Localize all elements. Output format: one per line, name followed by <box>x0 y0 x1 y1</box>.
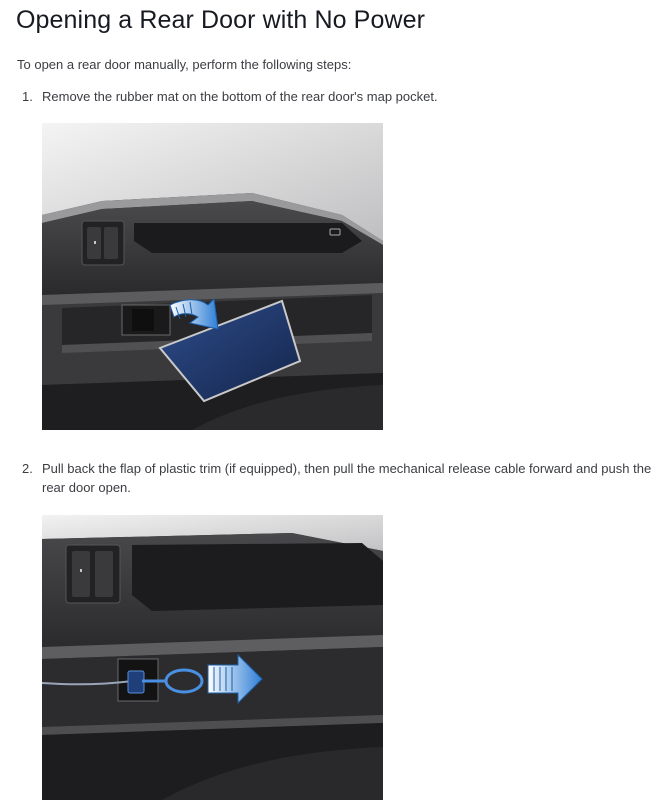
release-cable-illustration <box>42 515 383 800</box>
step-item-1 <box>22 87 642 107</box>
step-number: 1. <box>22 89 33 104</box>
step-number: 2. <box>22 461 33 476</box>
step-item-2 <box>22 459 662 499</box>
step-text: Pull back the flap of plastic trim (if equipped), then pull the mechanical release cable forward and push the rear door open. <box>42 461 652 495</box>
intro-text: To open a rear door manually, perform the following steps: <box>17 57 352 72</box>
rubber-mat-illustration <box>42 123 383 430</box>
page-title: Opening a Rear Door with No Power <box>16 6 426 34</box>
step-text: Remove the rubber mat on the bottom of the rear door's map pocket. <box>42 89 438 104</box>
